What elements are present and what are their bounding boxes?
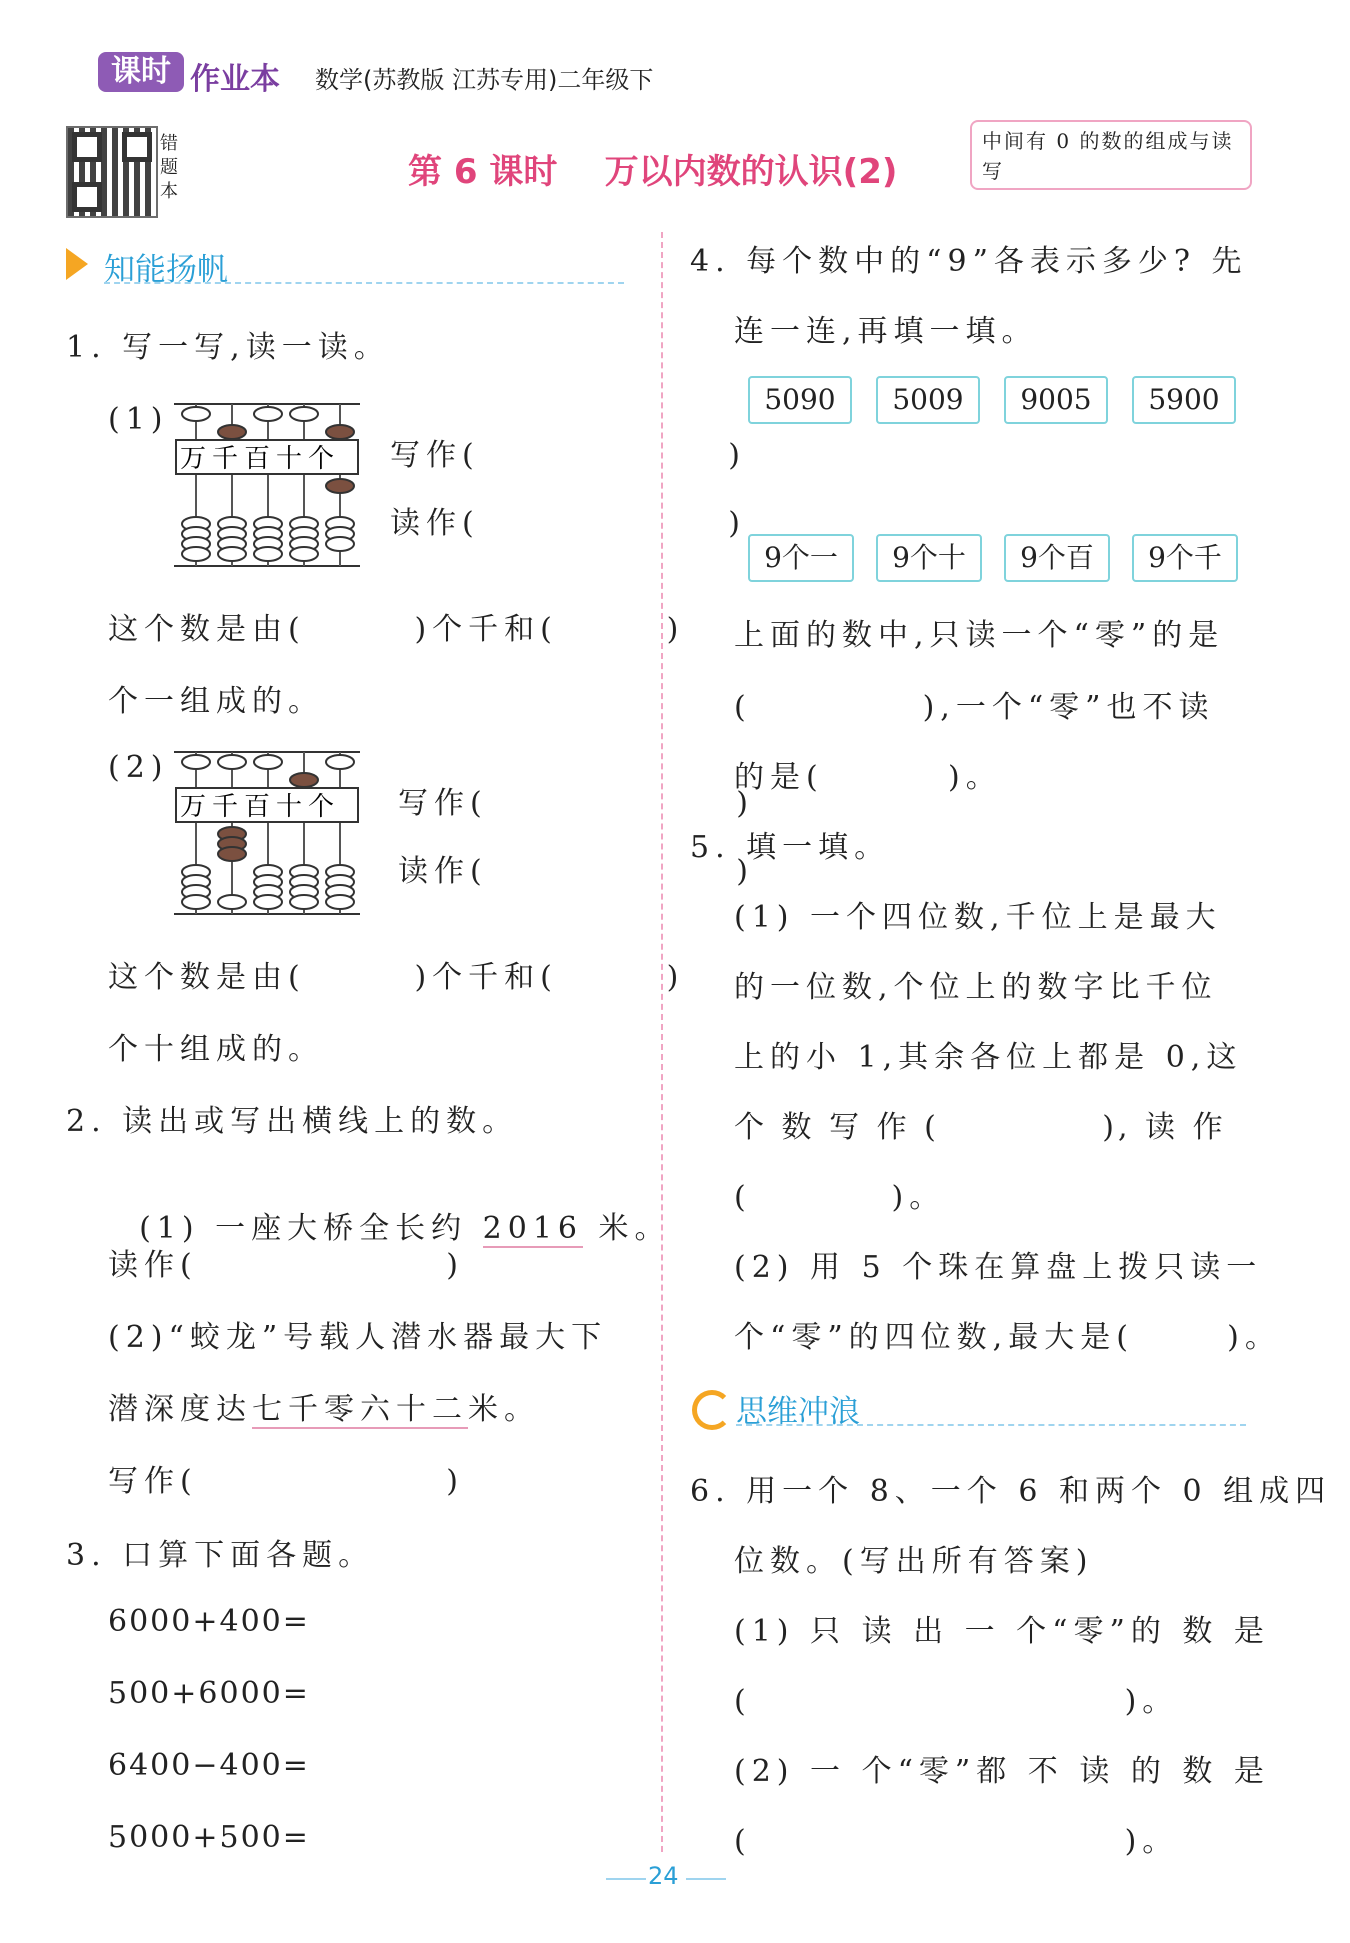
q1-p1-fill-a[interactable]: 这个数是由( )个千和( ) [108,612,685,647]
q6-stem-a: 6. 用一个 8、一个 6 和两个 0 组成四 [690,1474,1332,1509]
q5-line-1: (1) 一个四位数,千位上是最大 [734,900,1222,935]
book-info: 数学(苏教版 江苏专用)二年级下 [315,66,654,94]
qr-label: 错题本 [160,133,178,202]
topic-tag-text: 中间有 0 的数的组成与读写 [982,129,1234,183]
q6-line-1: (1) 只 读 出 一 个“零”的 数 是 [734,1614,1270,1649]
q6-line-4[interactable]: ( )。 [734,1824,1179,1859]
wave-icon [692,1390,732,1430]
sail-icon [66,248,88,280]
q4-number-5900[interactable]: 5900 [1132,376,1236,424]
q6-line-3: (2) 一 个“零”都 不 读 的 数 是 [734,1754,1270,1789]
q4-fill-a: 上面的数中,只读一个“零”的是 [734,618,1225,653]
q3-item-3[interactable]: 6400−400= [108,1748,310,1783]
q1-p1-write[interactable]: 写作( ) [390,438,746,473]
q1-p2-fill-a[interactable]: 这个数是由( )个千和( ) [108,960,685,995]
q3-item-2[interactable]: 500+6000= [108,1676,310,1711]
brand-text: 课时 [111,54,171,89]
bead-ones-upper [326,425,354,439]
q1-p2-fill-b: 个十组成的。 [108,1032,324,1067]
q4-meaning-hundreds[interactable]: 9个百 [1004,534,1110,582]
brand-subtitle: 作业本 [190,62,280,97]
q1-p1-fill-b: 个一组成的。 [108,684,324,719]
q5-line-3: 上的小 1,其余各位上都是 0,这 [734,1040,1243,1075]
q2-p1-number: 2016 [482,1211,584,1246]
q2-p1-prefix: (1) 一座大桥全长约 [139,1211,483,1246]
qr-finder-tl [72,132,102,162]
abacus-1-places: 万千百十个 [180,444,341,474]
q2-p2-words: 七千零六十二 [252,1392,468,1427]
q4-fill-c[interactable]: 的是( )。 [734,760,1002,795]
q1-p2-label: (2) [108,750,169,785]
q2-p1 [108,1168,671,1247]
bead-thousands-upper [218,425,246,439]
q4-meaning-tens[interactable]: 9个十 [876,534,982,582]
bead-ones-lower [326,479,354,493]
q4-meaning-thousands[interactable]: 9个千 [1132,534,1238,582]
q6-stem-b: 位数。(写出所有答案) [734,1544,1094,1579]
q2-p1-suffix: 米。 [583,1211,671,1246]
q4-meaning-ones[interactable]: 9个一 [748,534,854,582]
q4-stem-b: 连一连,再填一填。 [734,314,1038,349]
q2-p1-answer[interactable]: 读作( ) [108,1248,464,1283]
section-title-2: 思维冲浪 [736,1394,860,1430]
q5-line-6: (2) 用 5 个珠在算盘上拨只读一 [734,1250,1263,1285]
q5-stem: 5. 填一填。 [690,830,891,865]
q2-p2-answer[interactable]: 写作( ) [108,1464,464,1499]
qr-code[interactable] [66,126,158,218]
q4-number-9005[interactable]: 9005 [1004,376,1108,424]
abacus-2 [172,748,362,918]
abacus-2-places: 万千百十个 [180,792,341,822]
q5-line-4[interactable]: 个 数 写 作 ( ), 读 作 [734,1110,1227,1145]
q4-fill-b[interactable]: ( ),一个“零”也不读 [734,690,1215,725]
footer-rule-left [606,1878,646,1880]
section-1-rule [104,282,624,284]
column-divider [661,232,663,1852]
topic-tag [970,120,1252,190]
q5-line-7[interactable]: 个“零”的四位数,最大是( )。 [734,1320,1281,1355]
q1-p1-read[interactable]: 读作( ) [390,506,746,541]
lesson-title: 第 6 课时 万以内数的认识(2) [408,152,898,192]
q1-p1-label: (1) [108,402,169,437]
q5-line-2: 的一位数,个位上的数字比千位 [734,970,1218,1005]
q2-p2-line1: (2)“蛟龙”号载人潜水器最大下 [108,1320,608,1355]
brand-logo [98,52,184,92]
abacus-1 [172,400,362,570]
qr-finder-bl [72,182,102,212]
section-title-1: 知能扬帆 [104,252,228,288]
q4-number-5009[interactable]: 5009 [876,376,980,424]
q2-p2-line2 [108,1384,540,1428]
q2-stem: 2. 读出或写出横线上的数。 [66,1104,519,1139]
qr-finder-tr [122,132,152,162]
section-2-rule [736,1424,1246,1426]
q1-p2-read[interactable]: 读作( ) [398,854,754,889]
footer-rule-right [686,1878,726,1880]
q2-p2-suffix: 米。 [468,1392,540,1427]
q3-item-1[interactable]: 6000+400= [108,1604,310,1639]
page-number: 24 [648,1862,679,1890]
q3-item-4[interactable]: 5000+500= [108,1820,310,1855]
q6-line-2[interactable]: ( )。 [734,1684,1179,1719]
q1-p2-write[interactable]: 写作( ) [398,786,754,821]
q1-stem: 1. 写一写,读一读。 [66,330,390,365]
q4-stem-a: 4. 每个数中的“9”各表示多少? 先 [690,244,1248,279]
q3-stem: 3. 口算下面各题。 [66,1538,375,1573]
q5-line-5[interactable]: ( )。 [734,1180,946,1215]
q2-p2-prefix: 潜深度达 [108,1392,252,1427]
q4-number-5090[interactable]: 5090 [748,376,852,424]
